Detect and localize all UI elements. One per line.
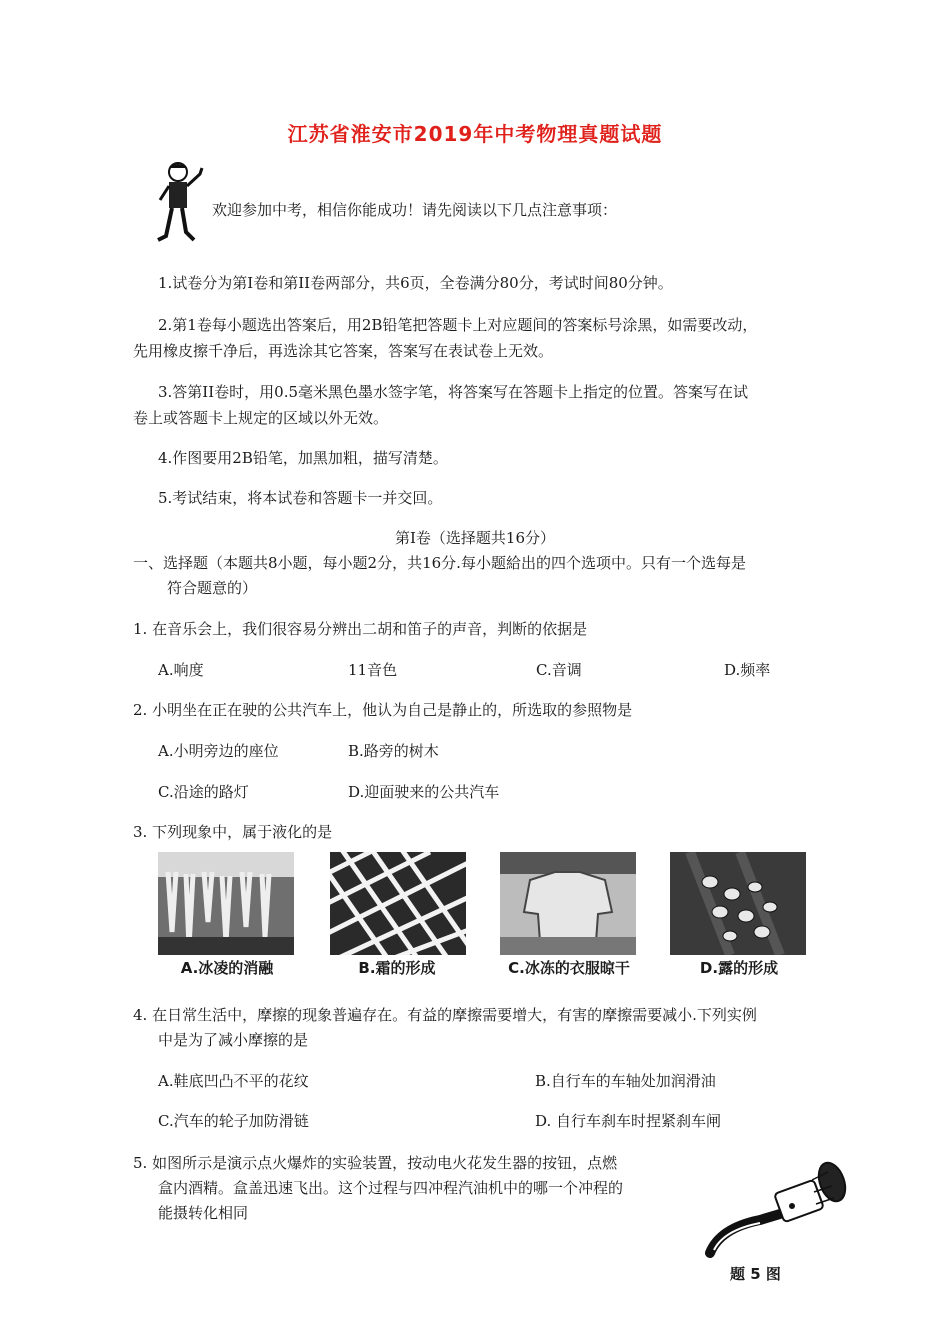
q5-figure-caption: 题 5 图 — [730, 1265, 781, 1283]
q1-option-b: 11音色 — [348, 661, 398, 679]
q1-stem: 1. 在音乐会上，我们很容易分辨出二胡和笛子的声音，判断的依据是 — [133, 620, 588, 638]
dew-photo — [670, 852, 806, 955]
q4-option-a: A.鞋底凹凸不平的花纹 — [158, 1072, 309, 1090]
q2-option-c: C.沿途的路灯 — [158, 783, 249, 801]
part1-heading: 第I卷（选择题共16分） — [394, 529, 555, 547]
q4-option-c: C.汽车的轮子加防滑链 — [158, 1112, 309, 1130]
note-3-cont: 卷上或答题卡上规定的区域以外无效。 — [133, 409, 389, 427]
q4-option-b: B.自行车的车轴处加润滑油 — [535, 1072, 716, 1090]
mascot-illustration — [152, 160, 212, 246]
frozen-clothes-photo — [500, 852, 636, 955]
q1-option-a: A.响度 — [158, 661, 204, 679]
q3-caption-d: D.露的形成 — [699, 959, 779, 977]
note-3: 3.答第II卷时，用0.5毫米黑色墨水签字笔，将答案写在答题卡上指定的位置。答案写在试 — [158, 383, 749, 401]
ignition-device-figure — [700, 1158, 860, 1263]
note-5: 5.考试结束，将本试卷和答题卡一并交回。 — [158, 489, 443, 507]
note-1: 1.试卷分为第I卷和第II卷两部分，共6页，全卷满分80分，考试时间80分钟。 — [158, 274, 673, 292]
q1-option-d: D.频率 — [724, 661, 771, 679]
section1-instructions: 一、选择题（本题共8小题，每小题2分，共16分.每小题給出的四个选项中。只有一个选每是 — [133, 554, 746, 572]
icicle-photo — [158, 852, 294, 955]
q4-option-d: D. 自行车刹车时捏紧刹车闸 — [535, 1112, 722, 1130]
q3-caption-a: A.冰凌的消融 — [180, 959, 274, 977]
q4-stem: 4. 在日常生活中，摩擦的现象普遍存在。有益的摩擦需要增大，有害的摩擦需要减小.下列实例 — [133, 1006, 757, 1024]
welcome-text: 欢迎参加中考，相信你能成功！请先阅读以下几点注意事项： — [212, 201, 618, 219]
q5-stem: 5. 如图所示是演示点火爆炸的实验装置，按动电火花发生器的按钮，点燃 — [133, 1154, 618, 1172]
q4-stem-cont: 中是为了减小摩擦的是 — [158, 1031, 309, 1049]
section1-instructions-cont: 符合题意的） — [167, 579, 258, 597]
q5-stem-cont2: 能摄转化相同 — [158, 1204, 249, 1222]
note-4: 4.作图要用2B铅笔，加黑加粗，描写清楚。 — [158, 449, 448, 467]
q2-option-a: A.小明旁边的座位 — [158, 742, 279, 760]
q3-stem: 3. 下列现象中，属于液化的是 — [133, 823, 333, 841]
q2-option-b: B.路旁的树木 — [348, 742, 439, 760]
note-2: 2.第1卷每小题选出答案后，用2B铅笔把答题卡上对应题间的答案标号涂黑，如需要改动， — [158, 316, 758, 334]
note-2-cont: 先用橡皮擦千净后，再选涂其它答案，答案写在表试卷上无效。 — [133, 342, 554, 360]
q1-option-c: C.音调 — [536, 661, 582, 679]
q3-caption-b: B.霜的形成 — [358, 959, 436, 977]
q5-stem-cont: 盒内酒精。盒盖迅速飞出。这个过程与四冲程汽油机中的哪一个冲程的 — [158, 1179, 624, 1197]
frost-photo — [330, 852, 466, 955]
q2-option-d: D.迎面驶来的公共汽车 — [348, 783, 500, 801]
q3-caption-c: C.冰冻的衣服晾干 — [508, 959, 630, 977]
page-title: 江苏省淮安市2019年中考物理真题试题 — [287, 122, 663, 146]
q2-stem: 2. 小明坐在正在驶的公共汽车上，他认为自己是静止的，所选取的参照物是 — [133, 701, 633, 719]
